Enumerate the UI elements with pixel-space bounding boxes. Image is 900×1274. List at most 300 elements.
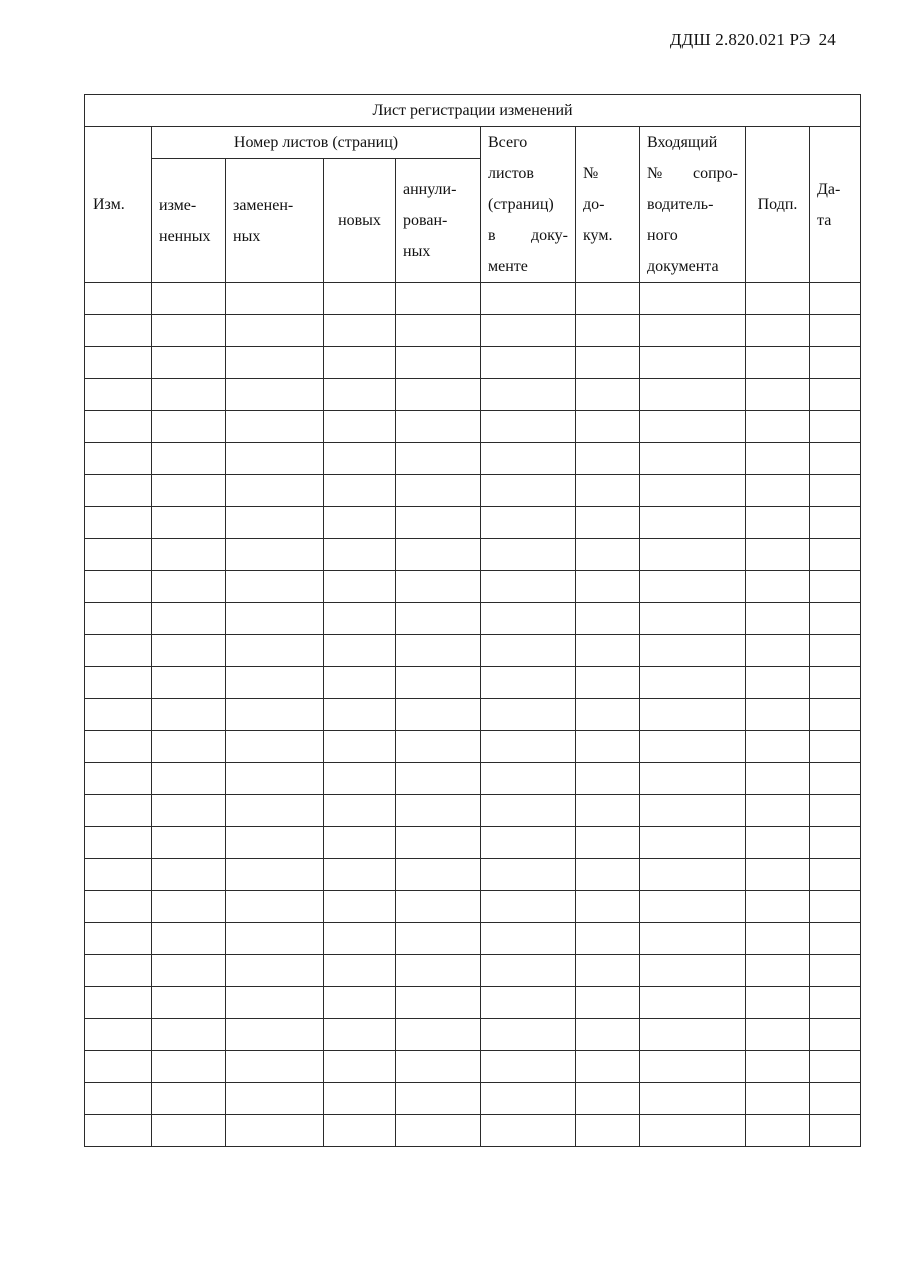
table-cell — [810, 827, 861, 859]
table-cell — [576, 763, 640, 795]
table-cell — [810, 283, 861, 315]
table-cell — [481, 379, 576, 411]
table-cell — [481, 827, 576, 859]
table-cell — [324, 795, 396, 827]
table-cell — [810, 507, 861, 539]
table-cell — [85, 699, 152, 731]
col-replaced-header: заменен- ных — [226, 159, 324, 283]
table-cell — [481, 731, 576, 763]
table-cell — [746, 699, 810, 731]
table-cell — [226, 603, 324, 635]
table-cell — [481, 347, 576, 379]
table-cell — [640, 987, 746, 1019]
table-cell — [810, 1083, 861, 1115]
table-cell — [576, 699, 640, 731]
table-cell — [810, 1019, 861, 1051]
table-cell — [152, 603, 226, 635]
table-cell — [746, 955, 810, 987]
table-cell — [576, 475, 640, 507]
table-cell — [746, 923, 810, 955]
table-cell — [85, 1051, 152, 1083]
table-row — [85, 827, 861, 859]
table-cell — [746, 635, 810, 667]
table-cell — [324, 1051, 396, 1083]
col-annulled-header: аннули- рован- ных — [396, 159, 481, 283]
table-cell — [324, 731, 396, 763]
table-cell — [810, 731, 861, 763]
table-cell — [226, 379, 324, 411]
table-cell — [396, 507, 481, 539]
table-cell — [226, 763, 324, 795]
table-cell — [396, 667, 481, 699]
table-cell — [746, 539, 810, 571]
table-cell — [85, 987, 152, 1019]
table-cell — [226, 475, 324, 507]
table-cell — [152, 987, 226, 1019]
table-cell — [481, 859, 576, 891]
table-cell — [746, 315, 810, 347]
table-cell — [85, 1019, 152, 1051]
table-cell — [226, 411, 324, 443]
table-cell — [640, 1019, 746, 1051]
table-cell — [746, 795, 810, 827]
table-row — [85, 347, 861, 379]
table-cell — [85, 923, 152, 955]
table-cell — [640, 731, 746, 763]
table-cell — [324, 315, 396, 347]
table-cell — [810, 763, 861, 795]
table-cell — [640, 603, 746, 635]
table-row — [85, 443, 861, 475]
table-cell — [481, 923, 576, 955]
table-cell — [576, 923, 640, 955]
table-cell — [576, 827, 640, 859]
table-cell — [746, 891, 810, 923]
table-cell — [226, 1115, 324, 1147]
table-cell — [324, 763, 396, 795]
table-cell — [226, 859, 324, 891]
table-cell — [481, 1051, 576, 1083]
table-cell — [576, 891, 640, 923]
table-cell — [576, 283, 640, 315]
table-row — [85, 795, 861, 827]
table-cell — [810, 859, 861, 891]
table-cell — [396, 1115, 481, 1147]
table-cell — [640, 859, 746, 891]
table-cell — [810, 955, 861, 987]
table-cell — [481, 987, 576, 1019]
table-cell — [810, 699, 861, 731]
table-cell — [85, 635, 152, 667]
table-cell — [396, 443, 481, 475]
table-cell — [226, 923, 324, 955]
table-cell — [481, 699, 576, 731]
table-cell — [324, 411, 396, 443]
table-cell — [396, 923, 481, 955]
table-cell — [226, 1051, 324, 1083]
col-doc-number-header: № до- кум. — [576, 127, 640, 283]
table-cell — [810, 635, 861, 667]
table-cell — [396, 955, 481, 987]
table-cell — [152, 443, 226, 475]
table-cell — [226, 987, 324, 1019]
table-cell — [226, 571, 324, 603]
table-cell — [481, 283, 576, 315]
document-header — [670, 30, 836, 50]
table-cell — [226, 795, 324, 827]
table-cell — [640, 411, 746, 443]
table-cell — [324, 923, 396, 955]
table-row — [85, 731, 861, 763]
table-cell — [396, 731, 481, 763]
table-cell — [85, 475, 152, 507]
table-row — [85, 571, 861, 603]
table-cell — [152, 571, 226, 603]
table-cell — [810, 667, 861, 699]
table-cell — [396, 571, 481, 603]
table-cell — [746, 443, 810, 475]
col-group-sheet-numbers: Номер листов (страниц) — [152, 127, 481, 159]
table-cell — [746, 1019, 810, 1051]
table-cell — [324, 1115, 396, 1147]
table-cell — [396, 1051, 481, 1083]
table-cell — [640, 763, 746, 795]
table-cell — [576, 987, 640, 1019]
table-cell — [640, 667, 746, 699]
table-cell — [810, 1115, 861, 1147]
table-cell — [481, 443, 576, 475]
table-row — [85, 379, 861, 411]
table-cell — [396, 347, 481, 379]
table-cell — [810, 795, 861, 827]
table-row — [85, 539, 861, 571]
table-cell — [481, 763, 576, 795]
table-cell — [396, 1083, 481, 1115]
table-cell — [746, 1083, 810, 1115]
table-cell — [324, 507, 396, 539]
table-cell — [640, 475, 746, 507]
table-cell — [152, 283, 226, 315]
table-cell — [746, 1115, 810, 1147]
table-cell — [481, 667, 576, 699]
table-cell — [152, 667, 226, 699]
table-cell — [640, 347, 746, 379]
table-cell — [324, 891, 396, 923]
table-cell — [152, 475, 226, 507]
table-cell — [324, 539, 396, 571]
table-cell — [481, 1019, 576, 1051]
table-row — [85, 763, 861, 795]
table-cell — [85, 443, 152, 475]
table-cell — [324, 347, 396, 379]
document-code: ДДШ 2.820.021 РЭ — [669, 30, 811, 49]
table-cell — [640, 923, 746, 955]
table-row — [85, 283, 861, 315]
table-cell — [481, 795, 576, 827]
table-cell — [85, 795, 152, 827]
table-cell — [85, 283, 152, 315]
table-cell — [481, 955, 576, 987]
table-cell — [152, 347, 226, 379]
table-cell — [746, 763, 810, 795]
table-cell — [226, 827, 324, 859]
table-cell — [640, 443, 746, 475]
table-row — [85, 955, 861, 987]
table-cell — [481, 411, 576, 443]
table-row — [85, 699, 861, 731]
table-cell — [152, 635, 226, 667]
table-cell — [810, 347, 861, 379]
table-cell — [85, 827, 152, 859]
table-cell — [396, 283, 481, 315]
table-cell — [396, 859, 481, 891]
table-cell — [85, 859, 152, 891]
table-cell — [324, 859, 396, 891]
table-cell — [640, 571, 746, 603]
table-cell — [152, 795, 226, 827]
table-cell — [396, 379, 481, 411]
table-cell — [640, 1051, 746, 1083]
table-cell — [324, 379, 396, 411]
table-cell — [226, 635, 324, 667]
table-cell — [576, 571, 640, 603]
table-cell — [481, 1083, 576, 1115]
table-cell — [226, 1019, 324, 1051]
table-cell — [152, 1083, 226, 1115]
table-cell — [226, 315, 324, 347]
page-number: 24 — [818, 30, 836, 49]
table-row — [85, 923, 861, 955]
table-row — [85, 1115, 861, 1147]
table-cell — [152, 315, 226, 347]
change-registration-table — [84, 94, 861, 1147]
table-cell — [152, 923, 226, 955]
table-row — [85, 987, 861, 1019]
table-cell — [746, 283, 810, 315]
table-cell — [576, 955, 640, 987]
table-row — [85, 603, 861, 635]
table-cell — [576, 603, 640, 635]
table-cell — [576, 1083, 640, 1115]
col-izm-header: Изм. — [85, 127, 152, 283]
col-changed-header: изме- ненных — [152, 159, 226, 283]
table-cell — [640, 795, 746, 827]
table-cell — [481, 1115, 576, 1147]
table-cell — [396, 987, 481, 1019]
table-cell — [226, 699, 324, 731]
table-cell — [85, 539, 152, 571]
table-cell — [746, 475, 810, 507]
table-cell — [746, 1051, 810, 1083]
table-cell — [746, 667, 810, 699]
table-cell — [226, 443, 324, 475]
table-cell — [152, 699, 226, 731]
table-cell — [396, 539, 481, 571]
table-row — [85, 315, 861, 347]
table-cell — [640, 507, 746, 539]
table-row — [85, 475, 861, 507]
table-cell — [576, 347, 640, 379]
table-cell — [85, 1083, 152, 1115]
table-cell — [324, 827, 396, 859]
table-cell — [746, 859, 810, 891]
table-row — [85, 411, 861, 443]
table-cell — [810, 379, 861, 411]
table-cell — [810, 603, 861, 635]
table-cell — [640, 1083, 746, 1115]
table-cell — [481, 507, 576, 539]
table-cell — [576, 1115, 640, 1147]
table-cell — [152, 955, 226, 987]
table-cell — [324, 443, 396, 475]
table-cell — [152, 411, 226, 443]
table-cell — [226, 1083, 324, 1115]
table-row — [85, 507, 861, 539]
table-cell — [481, 891, 576, 923]
table-cell — [576, 635, 640, 667]
table-cell — [810, 411, 861, 443]
table-title: Лист регистрации изменений — [85, 95, 861, 127]
table-cell — [324, 987, 396, 1019]
table-cell — [576, 411, 640, 443]
table-cell — [396, 763, 481, 795]
table-cell — [746, 507, 810, 539]
table-cell — [481, 571, 576, 603]
table-cell — [85, 379, 152, 411]
table-cell — [746, 603, 810, 635]
table-cell — [576, 507, 640, 539]
table-cell — [226, 891, 324, 923]
table-cell — [640, 539, 746, 571]
table-cell — [396, 699, 481, 731]
table-cell — [152, 763, 226, 795]
table-row — [85, 1051, 861, 1083]
table-row — [85, 859, 861, 891]
table-cell — [746, 987, 810, 1019]
table-cell — [396, 795, 481, 827]
table-cell — [85, 603, 152, 635]
table-cell — [85, 1115, 152, 1147]
table-row — [85, 891, 861, 923]
table-cell — [481, 635, 576, 667]
table-cell — [226, 667, 324, 699]
table-cell — [640, 955, 746, 987]
table-cell — [746, 731, 810, 763]
table-cell — [810, 443, 861, 475]
col-date-header: Да- та — [810, 127, 861, 283]
table-cell — [640, 1115, 746, 1147]
table-cell — [324, 635, 396, 667]
table-cell — [576, 859, 640, 891]
table-cell — [324, 1019, 396, 1051]
table-cell — [396, 635, 481, 667]
table-cell — [640, 283, 746, 315]
table-cell — [396, 1019, 481, 1051]
col-total-sheets-header: Всего листов (страниц) в доку- менте — [481, 127, 576, 283]
table-cell — [152, 731, 226, 763]
table-cell — [226, 955, 324, 987]
table-cell — [810, 1051, 861, 1083]
table-cell — [152, 827, 226, 859]
table-cell — [85, 315, 152, 347]
table-cell — [85, 507, 152, 539]
table-cell — [226, 731, 324, 763]
table-cell — [810, 475, 861, 507]
table-cell — [226, 347, 324, 379]
table-cell — [226, 507, 324, 539]
table-cell — [640, 827, 746, 859]
table-cell — [576, 315, 640, 347]
table-cell — [810, 315, 861, 347]
table-cell — [396, 315, 481, 347]
table-cell — [226, 283, 324, 315]
table-cell — [746, 827, 810, 859]
table-cell — [640, 891, 746, 923]
table-cell — [481, 539, 576, 571]
table-cell — [152, 891, 226, 923]
table-cell — [85, 411, 152, 443]
table-cell — [396, 475, 481, 507]
table-cell — [576, 667, 640, 699]
table-cell — [324, 571, 396, 603]
table-cell — [576, 1051, 640, 1083]
table-cell — [396, 411, 481, 443]
table-cell — [576, 731, 640, 763]
table-cell — [576, 539, 640, 571]
table-cell — [226, 539, 324, 571]
table-cell — [810, 987, 861, 1019]
table-cell — [85, 571, 152, 603]
table-cell — [85, 731, 152, 763]
table-cell — [324, 475, 396, 507]
table-cell — [85, 347, 152, 379]
table-cell — [810, 891, 861, 923]
table-cell — [152, 507, 226, 539]
table-cell — [152, 379, 226, 411]
table-cell — [746, 347, 810, 379]
table-cell — [746, 411, 810, 443]
col-new-header: новых — [324, 159, 396, 283]
table-cell — [152, 1051, 226, 1083]
table-cell — [576, 443, 640, 475]
table-cell — [746, 379, 810, 411]
table-cell — [324, 667, 396, 699]
table-cell — [324, 283, 396, 315]
col-incoming-doc-header: Входящий № сопро- водитель- ного документа — [640, 127, 746, 283]
table-cell — [746, 571, 810, 603]
table-row — [85, 667, 861, 699]
table-cell — [152, 539, 226, 571]
table-cell — [324, 1083, 396, 1115]
table-cell — [576, 379, 640, 411]
table-cell — [324, 699, 396, 731]
table-cell — [810, 539, 861, 571]
table-cell — [152, 859, 226, 891]
table-cell — [481, 475, 576, 507]
col-signature-header: Подп. — [746, 127, 810, 283]
table-cell — [396, 603, 481, 635]
table-cell — [640, 379, 746, 411]
table-cell — [640, 315, 746, 347]
table-cell — [810, 923, 861, 955]
table-row — [85, 635, 861, 667]
table-cell — [576, 795, 640, 827]
table-row — [85, 1083, 861, 1115]
table-cell — [396, 827, 481, 859]
table-cell — [85, 763, 152, 795]
table-cell — [324, 603, 396, 635]
table-cell — [85, 667, 152, 699]
